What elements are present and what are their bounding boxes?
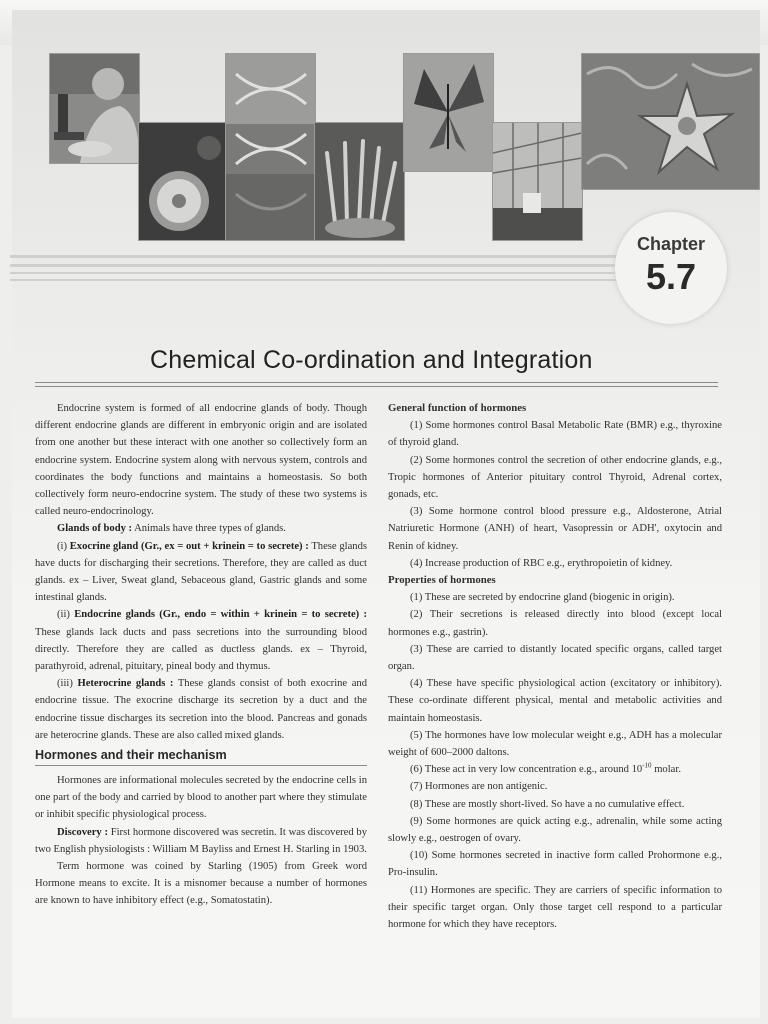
general-function-heading: General function of hormones bbox=[388, 402, 527, 414]
glands-label: Glands of body : bbox=[57, 523, 133, 535]
property-item: (10) Some hormones secreted in inactive form called Prohormone e.g., Pro-insulin. bbox=[388, 850, 722, 879]
endocrine-label: Endocrine glands (Gr., endo = within + krinein = to secrete) : bbox=[74, 609, 368, 621]
discovery-paragraph bbox=[35, 824, 367, 858]
photo-greenhouse bbox=[492, 122, 583, 241]
heterocrine-label: Heterocrine glands : bbox=[77, 678, 174, 690]
heterocrine-paragraph bbox=[35, 675, 367, 744]
heterocrine-text: These glands consist of both exocrine and endocrine tissue. The exocrine discharge its secretion by a duct and the endocrine tissue discharges its secretion into the blood. Pancreas and gonads are heterocrine glands. These are also called mixed glands. bbox=[35, 678, 367, 741]
intro-paragraph: Endocrine system is formed of all endocrine glands of body. Though different endocrine glands are different in embryonic origin and are isolated from one another but these interact with one another so collectively form an endocrine system. Endocrine system along with nervous system, controls and coordinates the body functions and maintains a homeostasis. So both collectively form neuro-endocrine system. The study of these two systems is called neuro-endocrinology. bbox=[35, 403, 367, 518]
photo-starfish bbox=[581, 53, 760, 190]
hormones-definition: Hormones are informational molecules secreted by the endocrine cells in one part of the body and carried by blood to another part where they stimulate or inhibit specific physiological process. bbox=[35, 775, 367, 821]
general-function-item: (2) Some hormones control the secretion of other endocrine glands, e.g., Tropic hormones of Anterior pituitary control Thyroid, Adrenal cortex, gonads, etc. bbox=[388, 454, 722, 501]
property-item bbox=[388, 761, 722, 778]
endocrine-paragraph bbox=[35, 606, 367, 675]
decorative-stripe bbox=[10, 255, 655, 258]
exocrine-label: Exocrine gland (Gr., ex = out + krinein = to secrete) : bbox=[69, 540, 309, 552]
property-item: (8) These are mostly short-lived. So have a no cumulative effect. bbox=[410, 798, 685, 810]
property-item: (9) Some hormones are quick acting e.g., adrenalin, while some acting slowly e.g., oestrogen of ovary. bbox=[388, 815, 722, 845]
property-item: (11) Hormones are specific. They are carriers of specific information to their specific target organ. Only those target cell respond to a particular hormone for which they have receptors. bbox=[388, 884, 722, 931]
photo-dandelion bbox=[138, 122, 227, 241]
photo-scientist-microscope bbox=[49, 53, 140, 164]
exocrine-text: These glands have ducts for discharging their secretions. Therefore, they are called as duct glands. ex – Liver, Sweat gland, Sebaceous gland, Gastric glands and some intestinal glands. bbox=[35, 540, 367, 604]
glands-text: Animals have three types of glands. bbox=[132, 523, 286, 535]
endocrine-text: These glands lack ducts and pass secretions into the surrounding blood directly. Therefore they are called as ductless glands. ex – Thyroid, parathyroid, adrenal, pituitary, pineal body and thymus. bbox=[35, 626, 367, 673]
title-rule bbox=[35, 386, 718, 387]
chapter-badge bbox=[615, 212, 727, 324]
property-6-unit: molar. bbox=[651, 764, 681, 776]
general-function-item: (1) Some hormones control Basal Metabolic Rate (BMR) e.g., thyroxine of thyroid gland. bbox=[388, 420, 722, 449]
photo-coral-polyps bbox=[314, 122, 405, 241]
title-rule bbox=[35, 382, 718, 383]
property-item: (2) Their secretions is released directly into blood (except local hormones e.g., gastrin). bbox=[388, 609, 722, 638]
glands-paragraph bbox=[35, 520, 367, 537]
term-paragraph: Term hormone was coined by Starling (1905) from Greek word Hormone means to excite. It is a misnomer because a number of hormones are known to have inhibitory effect (e.g., Somatostatin). bbox=[35, 861, 367, 907]
right-column bbox=[388, 400, 722, 933]
exocrine-paragraph bbox=[35, 538, 367, 607]
properties-heading: Properties of hormones bbox=[388, 574, 496, 587]
chapter-number: 5.7 bbox=[645, 256, 697, 297]
heterocrine-num: (iii) bbox=[57, 678, 78, 690]
section-heading: Hormones and their mechanism bbox=[35, 746, 367, 766]
discovery-label: Discovery : bbox=[57, 826, 108, 838]
decorative-stripe bbox=[10, 264, 655, 267]
left-column bbox=[35, 400, 367, 910]
property-item: (3) These are carried to distantly located specific organs, called target organ. bbox=[388, 643, 722, 673]
property-item: (4) These have specific physiological action (excitatory or inhibitory). These co-ordinate different physical, mental and metabolic activities and maintain homeostasis. bbox=[388, 678, 722, 724]
property-item: (5) The hormones have low molecular weight e.g., ADH has a molecular weight of 600–2000 daltons. bbox=[388, 729, 722, 759]
general-function-item: (4) Increase production of RBC e.g., erythropoietin of kidney. bbox=[410, 557, 673, 569]
general-function-item: (3) Some hormone control blood pressure e.g., Aldosterone, Atrial Natriuretic Hormone (ANH) of heart, Vasopressin or ADH', oxytocin and Renin of kidney. bbox=[388, 506, 722, 552]
photo-dna-helix bbox=[225, 53, 316, 241]
property-item: (7) Hormones are non antigenic. bbox=[410, 781, 548, 793]
chapter-title: Chemical Co-ordination and Integration bbox=[150, 346, 593, 374]
exocrine-num: (i) bbox=[57, 540, 70, 552]
decorative-stripe bbox=[10, 272, 655, 274]
decorative-stripe bbox=[10, 279, 655, 281]
discovery-text: First hormone discovered was secretin. It was discovered by two English physiologists : William M Bayliss and Ernest H. Starling in 1903. bbox=[35, 826, 368, 855]
property-item: (1) These are secreted by endocrine gland (biogenic in origin). bbox=[410, 592, 675, 604]
photo-butterfly bbox=[403, 53, 494, 172]
endocrine-num: (ii) bbox=[57, 609, 75, 621]
property-6-text: (6) These act in very low concentration e.g., around 10 bbox=[410, 764, 643, 776]
property-6-exponent: -10 bbox=[642, 761, 652, 770]
chapter-label: Chapter bbox=[636, 234, 705, 254]
